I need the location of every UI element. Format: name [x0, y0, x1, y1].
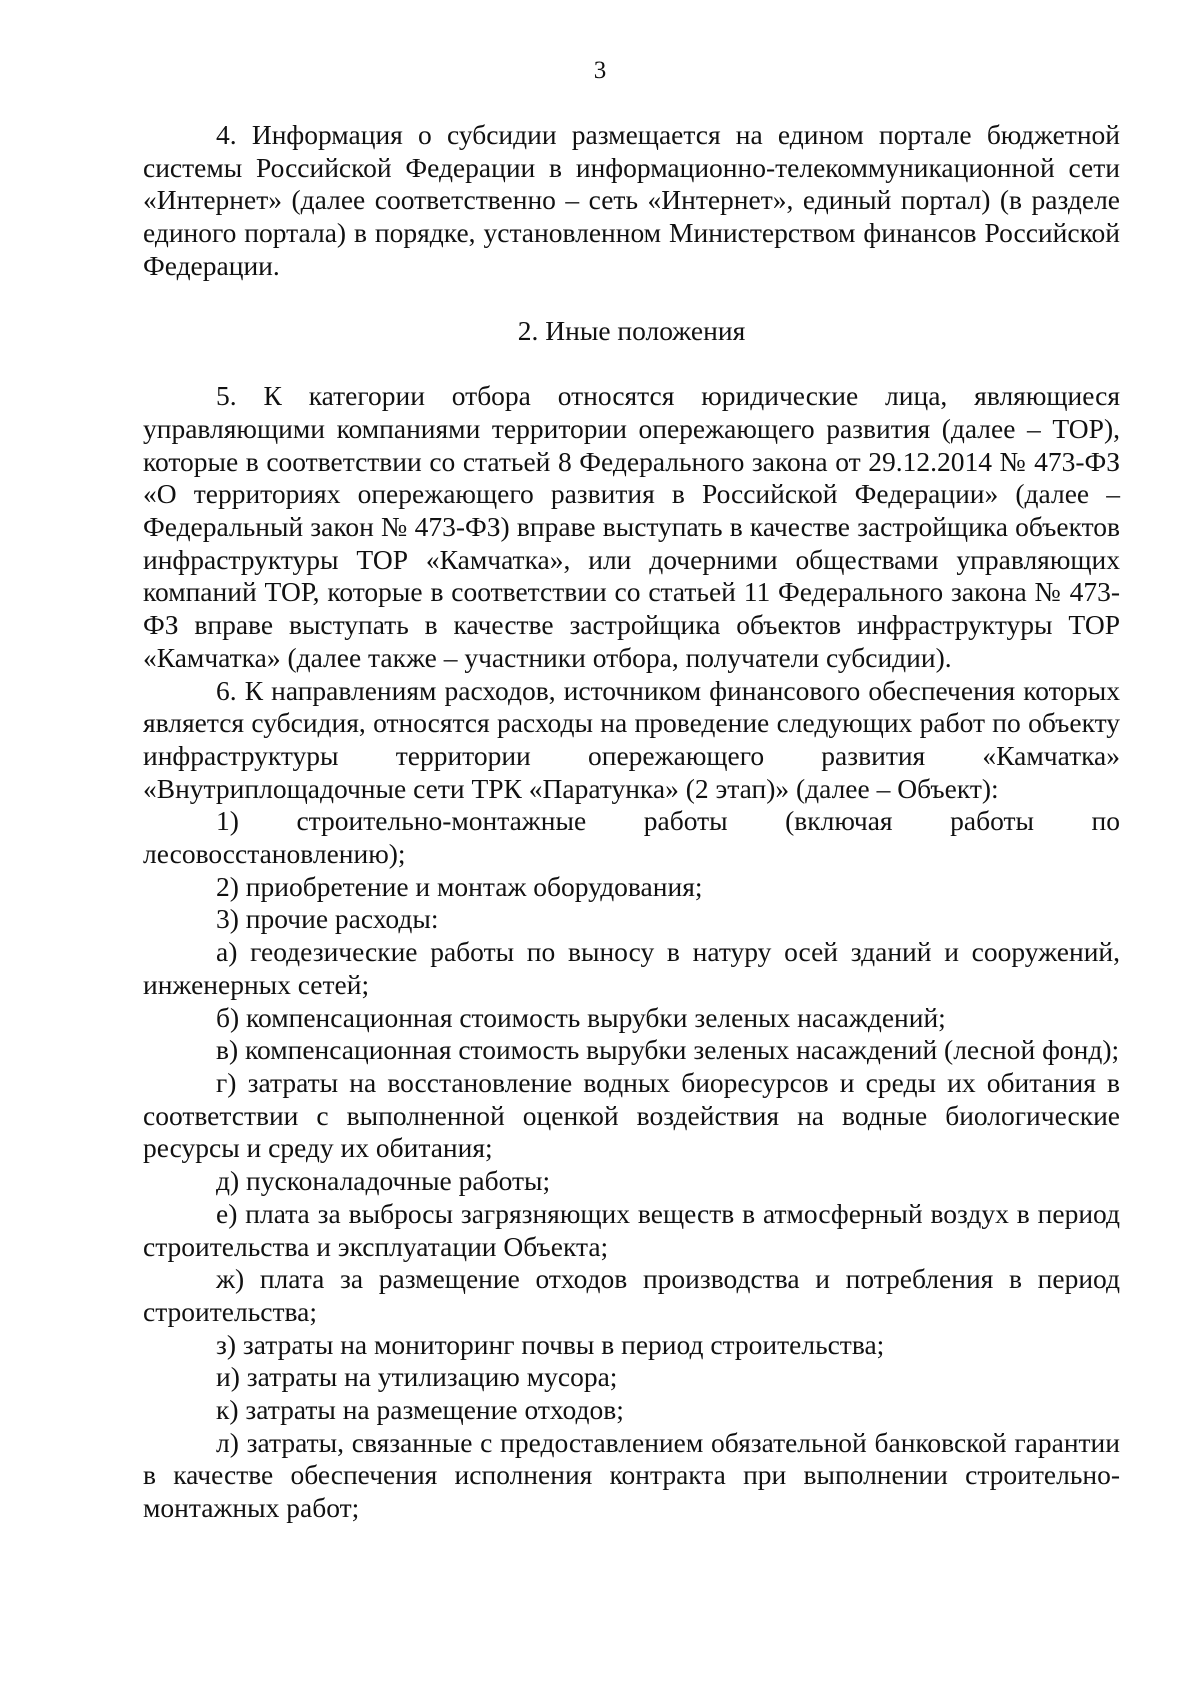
- list-item-e: е) плата за выбросы загрязняющих веществ в атмосферный воздух в период строительства и эксплуатации Объекта;: [143, 1197, 1120, 1262]
- paragraph-4: 4. Информация о субсидии размещается на едином портале бюджетной системы Российской Федерации в информационно-телекоммуникационной сети «Интернет» (далее соответственно – сеть «Интернет», единый портал) (в разделе единого портала) в порядке, установленном Министерством финансов Российской Федерации.: [143, 119, 1120, 281]
- page-number: 3: [593, 57, 607, 84]
- list-item-l: л) затраты, связанные с предоставлением обязательной банковской гарантии в качестве обеспечения исполнения контракта при выполнении строительно-монтажных работ;: [143, 1426, 1120, 1524]
- list-item-2: 2) приобретение и монтаж оборудования;: [216, 870, 703, 902]
- paragraph-5: 5. К категории отбора относятся юридические лица, являющиеся управляющими компаниями территории опережающего развития (далее – ТОР), которые в соответствии со статьей 8 Федерального закона от 29.12.2014 № 473-ФЗ «О территориях опережающего развития в Российской Федерации» (далее – Федеральный закон № 473-ФЗ) вправе выступать в качестве застройщика объектов инфраструктуры ТОР «Камчатка», или дочерними обществами управляющих компаний ТОР, которые в соответствии со статьей 11 Федерального закона № 473-ФЗ вправе выступать в качестве застройщика объектов инфраструктуры ТОР «Камчатка» (далее также – участники отбора, получатели субсидии).: [143, 380, 1120, 673]
- list-item-b: б) компенсационная стоимость вырубки зеленых насаждений;: [216, 1001, 946, 1033]
- document-body: [143, 119, 1120, 1525]
- list-item-3: 3) прочие расходы:: [216, 903, 439, 935]
- list-item-d: д) пусконаладочные работы;: [216, 1165, 551, 1197]
- list-item-k: к) затраты на размещение отходов;: [216, 1394, 624, 1426]
- list-item-v: в) компенсационная стоимость вырубки зеленых насаждений (лесной фонд);: [216, 1034, 1120, 1066]
- list-item-zh: ж) плата за размещение отходов производства и потребления в период строительства;: [143, 1263, 1120, 1327]
- list-item-1: 1) строительно-монтажные работы (включая работы по лесовосстановлению);: [143, 805, 1120, 870]
- list-item-z: з) затраты на мониторинг почвы в период строительства;: [216, 1328, 885, 1360]
- list-item-i: и) затраты на утилизацию мусора;: [216, 1361, 618, 1393]
- section-heading: 2. Иные положения: [517, 314, 746, 346]
- list-item-a: а) геодезические работы по выносу в натуру осей зданий и сооружений, инженерных сетей;: [143, 936, 1120, 1000]
- list-item-g: г) затраты на восстановление водных биоресурсов и среды их обитания в соответствии с выполненной оценкой воздействия на водные биологические ресурсы и среду их обитания;: [143, 1066, 1120, 1164]
- paragraph-6: 6. К направлениям расходов, источником финансового обеспечения которых является субсидия, относятся расходы на проведение следующих работ по объекту инфраструктуры территории опережающего развития «Камчатка» «Внутриплощадочные сети ТРК «Паратунка» (2 этап)» (далее – Объект):: [143, 674, 1120, 804]
